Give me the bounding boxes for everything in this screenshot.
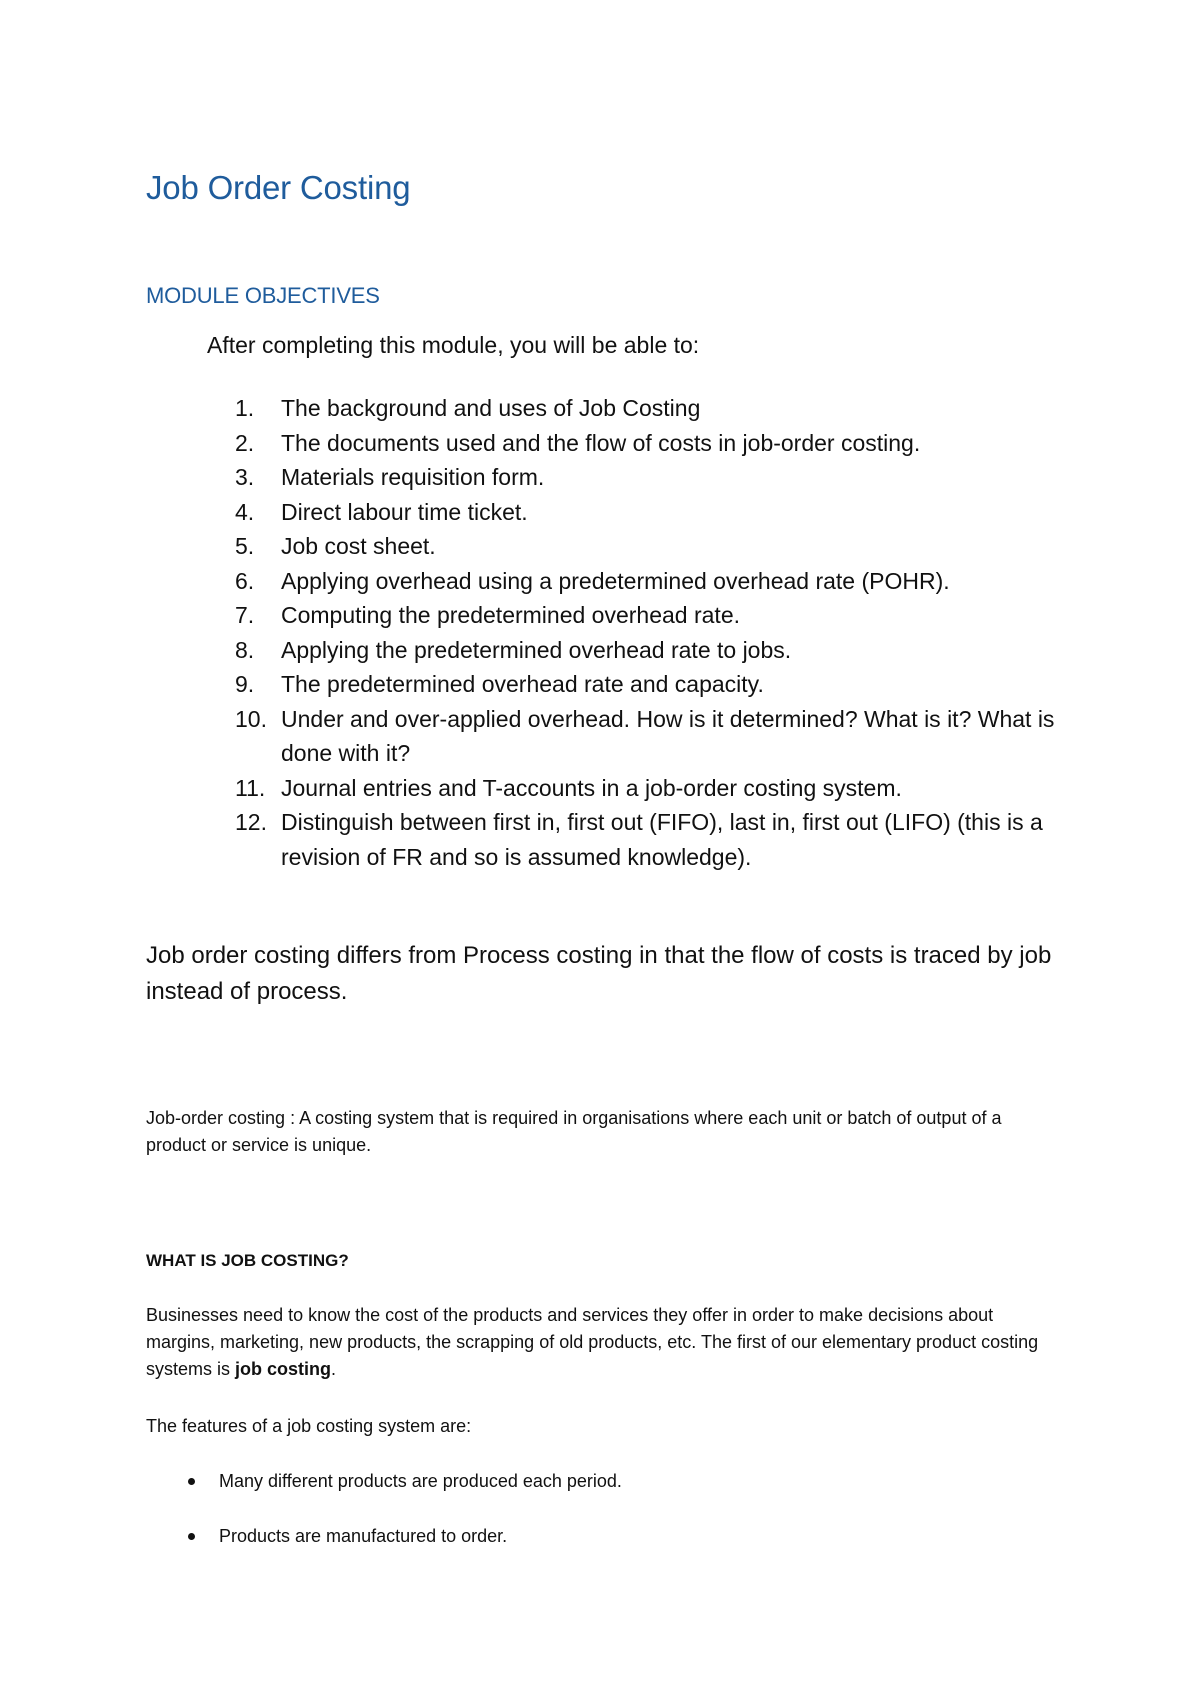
objective-number: 6. — [235, 567, 255, 594]
objective-item — [235, 702, 1055, 771]
objective-number: 7. — [235, 602, 255, 628]
body-paragraph-text: Businesses need to know the cost of the products and services they offer in order to make decisions about margins, marketing, new products, the scrapping of old products, etc. The first of our elementary product costing systems is — [146, 1305, 1039, 1379]
objective-text: The documents used and the flow of costs in job-order costing. — [281, 429, 921, 456]
bullet-icon — [188, 1533, 195, 1540]
objective-number: 4. — [235, 498, 255, 525]
objective-item — [235, 564, 1055, 599]
objective-item — [235, 771, 1055, 806]
definition-paragraph: Job-order costing : A costing system that is required in organisations where each unit or batch of output of a product or service is unique. — [146, 1108, 1002, 1155]
objective-text: Distinguish between first in, first out (FIFO), last in, first out (LIFO) (this is a revision of FR and so is assumed knowledge). — [281, 809, 1043, 870]
objective-item — [235, 598, 1055, 633]
body-paragraph-end: . — [331, 1359, 337, 1379]
objective-item — [235, 495, 1055, 530]
feature-text: Many different products are produced each period. — [219, 1471, 622, 1491]
objective-item — [235, 460, 1055, 495]
objective-text: The background and uses of Job Costing — [281, 395, 701, 421]
feature-item — [146, 1523, 1046, 1550]
objective-item — [235, 667, 1055, 702]
features-list — [146, 1468, 1046, 1578]
module-objectives-heading: MODULE OBJECTIVES — [146, 283, 380, 308]
objectives-list — [235, 391, 1055, 874]
objective-item — [235, 805, 1055, 874]
objective-number: 1. — [235, 395, 255, 421]
section-heading: WHAT IS JOB COSTING? — [146, 1251, 349, 1270]
objective-number: 10. — [235, 705, 267, 732]
objective-number: 2. — [235, 429, 255, 456]
objectives-intro: After completing this module, you will be able to: — [207, 332, 700, 358]
objective-number: 3. — [235, 464, 255, 490]
objective-text: Journal entries and T-accounts in a job-order costing system. — [281, 774, 902, 801]
objective-item — [235, 426, 1055, 461]
body-paragraph — [146, 1302, 1066, 1383]
objective-text: Applying overhead using a predetermined overhead rate (POHR). — [281, 567, 950, 594]
objective-text: Computing the predetermined overhead rate. — [281, 602, 741, 628]
objective-number: 12. — [235, 809, 267, 835]
objective-item — [235, 633, 1055, 668]
feature-text: Products are manufactured to order. — [219, 1526, 508, 1546]
body-paragraph-bold: job costing — [235, 1359, 332, 1379]
objective-text: Applying the predetermined overhead rate to jobs. — [281, 636, 792, 663]
document-title: Job Order Costing — [146, 169, 411, 206]
objective-text: Materials requisition form. — [281, 464, 545, 490]
objective-text: The predetermined overhead rate and capacity. — [281, 671, 764, 697]
objective-number: 8. — [235, 636, 255, 663]
lead-statement: Job order costing differs from Process costing in that the flow of costs is traced by job instead of process. — [146, 942, 1052, 1005]
objective-item — [235, 529, 1055, 564]
objective-number: 11. — [235, 774, 266, 801]
bullet-icon — [188, 1478, 195, 1485]
objective-number: 5. — [235, 533, 255, 559]
objective-number: 9. — [235, 671, 255, 697]
feature-item — [146, 1468, 1046, 1495]
objective-text: Job cost sheet. — [281, 533, 436, 559]
features-intro: The features of a job costing system are: — [146, 1416, 472, 1436]
objective-item — [235, 391, 1055, 426]
objective-text: Direct labour time ticket. — [281, 498, 528, 525]
objective-text: Under and over-applied overhead. How is it determined? What is it? What is done with it? — [281, 705, 1055, 766]
